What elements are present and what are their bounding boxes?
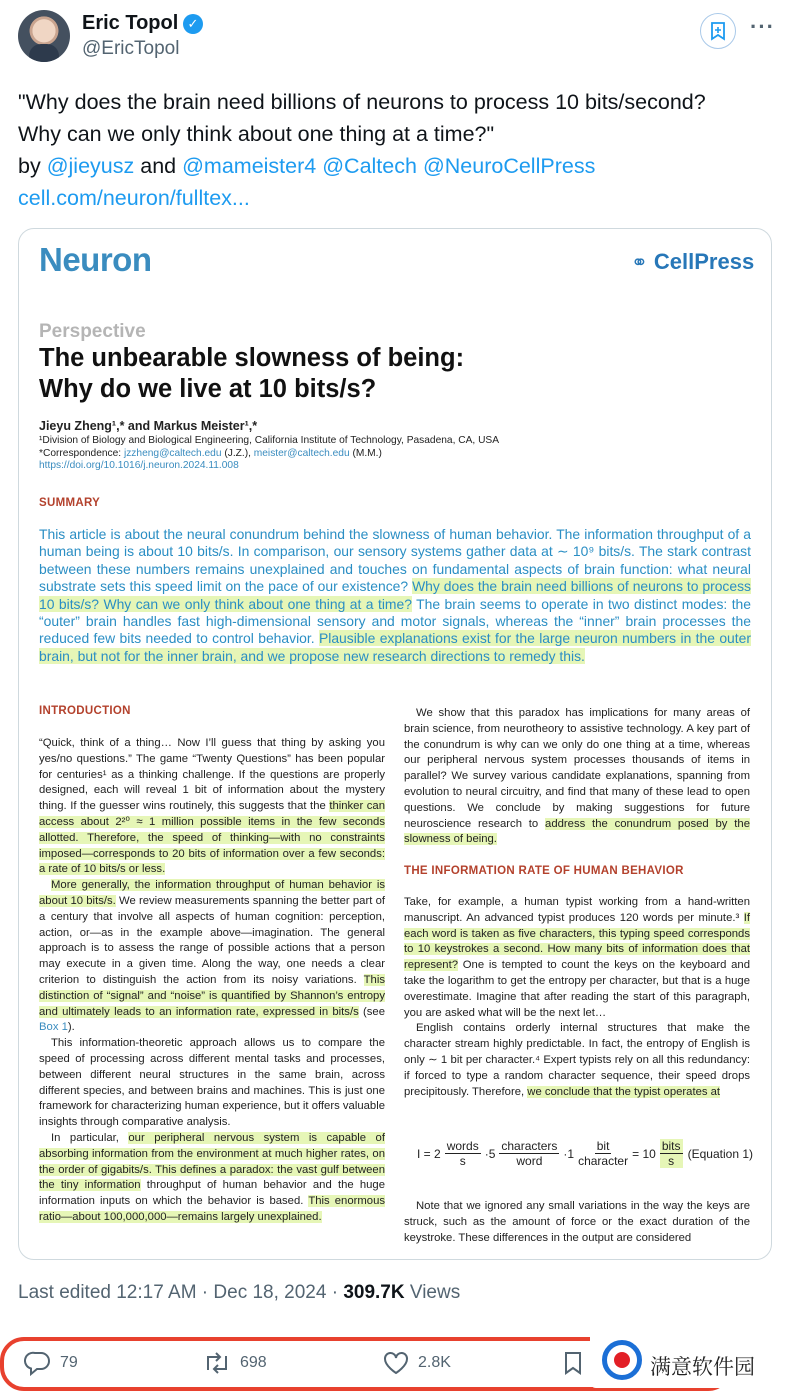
fraction-3-denominator: character (578, 1154, 629, 1168)
equation-fraction-1 (445, 1139, 481, 1168)
right-p2-text-a: Take, for example, a human typist working from a hand-written manuscript. An advanced typist produces 120 words per minute.³ (404, 896, 750, 924)
intro-heading: INTRODUCTION (39, 705, 131, 717)
intro-column (39, 736, 385, 1226)
fraction-1-numerator: words (446, 1139, 479, 1153)
correspondence (39, 448, 739, 461)
right-p1-highlight: address the conundrum posed by the slowness of being. (404, 817, 750, 846)
tweet-text (18, 86, 778, 214)
paper-image-card[interactable] (18, 228, 772, 1260)
intro-p1-highlight: thinker can access about 2²⁰ ≈ 1 million possible items in the few seconds allotted. Therefore, the speed of thinking—with no constraints imposed—corresponds to 20 bits of information over a few seconds: a rate of 10 bits/s or less. (39, 800, 385, 876)
journal-logo: Neuron (39, 241, 152, 278)
right-p1-text: We show that this paradox has implications for many areas of brain science, from neurotheory to assistive technology. A key part of the conundrum is why can we only do one thing at a time, whereas our peripheral nervous system processes thousands of items in parallel? We survey various candidate explanations, spanning from evolution to neural circuitry, and find that many of these lead to open questions. We conclude by making suggestions for future neuroscience research to (404, 707, 750, 830)
article-type: Perspective (39, 321, 146, 342)
repost-button[interactable] (202, 1350, 267, 1376)
views-count: 309.7K (343, 1282, 405, 1303)
mention-caltech[interactable]: @Caltech (322, 154, 417, 178)
tweet-line-2: Why can we only think about one thing at a time?" (18, 122, 495, 146)
paper-title-line-2: Why do we live at 10 bits/s? (39, 375, 377, 403)
avatar[interactable] (18, 10, 70, 62)
right-paragraph-1 (404, 706, 750, 848)
reply-icon (24, 1350, 52, 1376)
summary-part-c: The brain seems to operate in two distinct modes: the “outer” brain handles fast high-dimensional sensory and motor signals, whereas the “inner” brain processes the reduced few bits needed to control behavior. (39, 595, 752, 647)
right-paragraph-2 (404, 895, 750, 1021)
watermark-text: 满意软件园 (650, 1355, 755, 1379)
verified-badge-icon: ✓ (183, 14, 203, 34)
tweet-line-1: "Why does the brain need billions of neurons to process 10 bits/second? (18, 90, 706, 114)
repost-count: 698 (240, 1354, 267, 1371)
email-2: meister@caltech.edu (253, 447, 350, 459)
tweet-line-3 (18, 150, 778, 182)
mention-mameister4[interactable]: @mameister4 (182, 154, 317, 178)
views-label: Views (404, 1282, 461, 1303)
fraction-1-denominator: s (459, 1154, 466, 1168)
bookmark-icon (709, 21, 727, 41)
fraction-4-denominator: s (668, 1154, 675, 1168)
intro-p2-highlight-a: More generally, the information throughput of human behavior is about 10 bits/s. (39, 879, 385, 907)
equation-fraction-3 (578, 1139, 628, 1168)
intro-p2-highlight-c: This distinction of “signal” and “noise” is quantified by Shannon’s entropy and ultimately leads to an information rate, expressed in bits/s (39, 973, 385, 1018)
right-column-top (404, 706, 750, 848)
correspondence-label: *Correspondence: (39, 447, 124, 459)
bookmark-icon (562, 1350, 584, 1376)
right-p2-text-c: One is tempted to count the keys on the keyboard and take the logarithm to get the entropy per character, but that is a huge overestimate. Imagine that after reading the start of this paragraph, you are asked what will be the next let… (404, 959, 750, 1019)
paper-title-line-1: The unbearable slowness of being: (39, 344, 465, 372)
intro-p2-text-b: We review measurements spanning the better part of a century that involve all aspects of human cognition: perception, action, or—as in the example above—imagination. The general approach is to assess the range of possible actions that a person may execute in a given time. Along the way, one needs a clear criterion to distinguish the action from its noisy variations. (39, 894, 386, 986)
equation-lhs: I = 2 (417, 1146, 441, 1161)
equation-factor-1: ·1 (563, 1146, 575, 1161)
mention-neurocellpress[interactable]: @NeuroCellPress (422, 154, 596, 178)
fraction-4-numerator: bits (661, 1139, 681, 1153)
heart-icon (382, 1350, 410, 1376)
paper-affiliation-block (39, 435, 739, 473)
right-p3-text: English contains orderly internal structures that make the character stream highly predictable. In fact, the entropy of English is only ∼ 1 bit per character.⁴ Expert typists rely on all this redundancy: if forced to type a random character sequence, their speed drops precipitously. Therefore, (404, 1022, 750, 1098)
equation-label: (Equation 1) (687, 1146, 753, 1161)
intro-paragraph-4 (39, 1131, 385, 1226)
publisher-logo (631, 249, 754, 275)
summary-part-a: This article is about the neural conundrum behind the slowness of human behavior. The information throughput of a human being is about 10 bits/s. In comparison, our sensory systems gather data at ∼ 10⁹ bits/s. The stark contrast between these numbers remains unexplained and touches on fundamental aspects of brain function: what neural substrate sets this speed limit on the pace of our existence? (39, 526, 751, 595)
by-text: by (18, 154, 41, 178)
cellpress-logo-icon: ⚭ (631, 252, 648, 274)
affiliation: ¹Division of Biology and Biological Engineering, California Institute of Technology, Pasadena, CA, USA (39, 435, 500, 446)
tweet-url-link[interactable]: cell.com/neuron/fulltex... (18, 186, 250, 210)
like-button[interactable] (382, 1350, 451, 1376)
right-column-end (404, 1199, 750, 1246)
more-options-button[interactable]: ··· (750, 14, 775, 39)
intro-p4-highlight-b: our peripheral nervous system is capable of absorbing information from the environment at much higher rates, on the order of gigabits/s. This defines a paradox: the vast gulf between the tiny information (39, 1131, 385, 1192)
intro-p4-text-a: In particular, (51, 1131, 129, 1144)
like-count: 2.8K (418, 1354, 451, 1371)
intro-paragraph-1 (39, 736, 385, 878)
mention-jieyusz[interactable]: @jieyusz (46, 154, 135, 178)
doi: https://doi.org/10.1016/j.neuron.2024.11.008 (39, 460, 239, 471)
equation-fraction-2 (499, 1139, 559, 1168)
summary-text (39, 526, 751, 665)
intro-p4-text-c: throughput of human behavior and the huge information inputs on which the behavior is based. (39, 1179, 385, 1208)
email-2-suffix: (M.M.) (349, 447, 382, 459)
repost-icon (202, 1350, 232, 1376)
equation-1 (417, 1139, 753, 1168)
equation-fraction-4 (660, 1139, 683, 1168)
paper-authors: Jieyu Zheng¹,* and Markus Meister¹,* (39, 419, 258, 433)
and-text: and (140, 154, 177, 178)
right-p2-highlight: If each word is taken as five characters, this typing speed corresponds to 10 keystrokes a second. How many bits of information does that represent? (404, 911, 750, 972)
summary-heading: SUMMARY (39, 497, 101, 509)
email-1-suffix: (J.Z.), (221, 447, 254, 459)
fraction-3-numerator: bit (596, 1139, 610, 1153)
intro-p1-text: “Quick, think of a thing… Now I’ll guess that thing by asking you yes/no questions.” The game “Twenty Questions” has been popular for centuries¹ as a thinking challenge. If the questions are properly designed, each will reveal 1 bit of information about the mystery thing. If the guesser wins routinely, this suggests that the (39, 737, 385, 813)
equation-result: = 10 (632, 1146, 656, 1161)
author-handle[interactable]: @EricTopol (82, 38, 180, 59)
reply-count: 79 (60, 1354, 78, 1371)
box-1-link: Box 1 (39, 1021, 68, 1034)
equation-factor-5: ·5 (484, 1146, 496, 1161)
watermark-logo-icon (602, 1340, 642, 1380)
edited-timestamp[interactable]: Last edited 12:17 AM · Dec 18, 2024 · (18, 1282, 344, 1303)
fraction-2-numerator: characters (501, 1139, 558, 1153)
paper-title (39, 343, 739, 405)
info-rate-heading: THE INFORMATION RATE OF HUMAN BEHAVIOR (404, 865, 684, 877)
summary-highlight-b: Why does the brain need billions of neurons to process 10 bits/s? Why can we only think about one thing at a time? (39, 578, 751, 612)
intro-p4-highlight-d: This enormous ratio—about 100,000,000—remains largely unexplained. (39, 1195, 386, 1223)
intro-paragraph-3: This information-theoretic approach allows us to compare the speed of processing across different mental tasks and processes, between different neural structures in the same brain, across different species, and between brains and machines. This is just one framework for characterizing human experience, but it offers valuable insights through comparative analysis. (39, 1037, 385, 1129)
summary-highlight-d: Plausible explanations exist for the large neuron numbers in the outer brain, but not for the inner brain, and we propose new research directions to remedy this. (39, 630, 751, 664)
author-name[interactable]: Eric Topol (82, 12, 179, 34)
tweet-meta (18, 1282, 460, 1304)
publisher-name: CellPress (653, 249, 755, 274)
right-column-bottom (404, 895, 750, 1100)
right-paragraph-4: Note that we ignored any small variations in the way the keys are struck, such as the amount of force or the exact duration of the keystroke. These differences in the output are considered (404, 1200, 750, 1244)
intro-p2-text-f: ). (67, 1021, 75, 1034)
intro-p2-text-d: (see (358, 1005, 385, 1018)
fraction-2-denominator: word (516, 1154, 543, 1168)
bookmark-button[interactable] (562, 1350, 584, 1376)
reply-button[interactable] (24, 1350, 78, 1376)
right-paragraph-3 (404, 1021, 750, 1100)
bookmark-top-button[interactable] (700, 13, 736, 49)
right-p3-highlight: we conclude that the typist operates at (527, 1085, 721, 1098)
intro-paragraph-2 (39, 878, 385, 1036)
email-1: jzzheng@caltech.edu (123, 447, 222, 459)
